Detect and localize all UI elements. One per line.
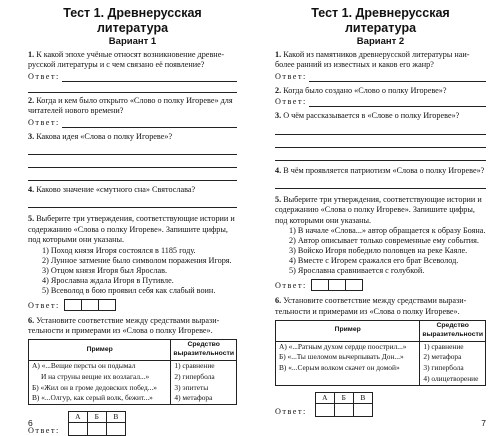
statement: 2) Лунное затмение было символом поражения Игоря. [42, 255, 232, 265]
question-3: 3. О чём рассказывается в «Слове о полку Игореве»? [275, 111, 460, 121]
answer-box[interactable] [64, 299, 82, 311]
statement: 3) Войско Игоря победило половцев на реке Каяле. [289, 246, 468, 256]
answer-grid[interactable]: Ответ: А Б В [275, 392, 486, 417]
answer-line[interactable] [28, 168, 237, 181]
answer-field[interactable]: Ответ: [275, 97, 486, 107]
left-page [0, 0, 247, 436]
answer-line[interactable] [28, 155, 237, 168]
answer-line[interactable] [28, 142, 237, 155]
answer-box[interactable] [81, 299, 99, 311]
page-title: Тест 1. Древнерусская литература [63, 6, 202, 35]
answer-box[interactable] [345, 279, 363, 291]
answer-line[interactable] [28, 82, 237, 93]
answer-field[interactable]: Ответ: [275, 72, 486, 82]
page-title: Тест 1. Древнерусская литература [311, 6, 450, 35]
statement: 4) Вместе с Игорем сражался его брат Всеволод. [289, 256, 459, 266]
answer-box[interactable] [328, 279, 346, 291]
page-number: 7 [481, 418, 486, 428]
statement: 5) Всеволод в бою проявил себя как слабый воин. [42, 285, 216, 295]
question-5: 5. Выберите три утверждения, соответствующие истории и содержанию «Слова о полку Игореве». Запишите цифры, под которыми они указаны. [28, 214, 235, 245]
question-1: 1. К какой эпохе учёные относят возникновение древнерусской литературы и с чем связано её появление? [28, 50, 225, 70]
statement: 5) Ярославна сравнивается с голубкой. [289, 266, 425, 276]
question-5: 5. Выберите три утверждения, соответствующие истории и содержанию «Слова о полку Игореве». Запишите цифры, под которыми они указаны. [275, 195, 482, 225]
answer-line[interactable] [275, 122, 486, 135]
answer-box[interactable] [98, 299, 116, 311]
answer-box[interactable] [311, 279, 329, 291]
matching-table: Пример Средство выразительности А) «...Ратным духом сердце поострил...» 1) сравнение Б) «...Ты шеломом вычерпывать Дон...» 2) метафора В) «...Серым волком скачет он домой» 3) гипербола 4) олицетворение [275, 320, 486, 386]
statement: 3) Отцом князя Игоря был Ярослав. [42, 265, 168, 275]
matching-table: Пример Средство выразительности А) «...Вещие персты он подымал 1) сравнение И на струны вещие их возлагал...» 2) гипербола Б) «Жил он в громе дедовских побед...» 3) эпитеты В) «...Олгур, как серый волк, бежит...» 4) метафора [28, 339, 237, 405]
statement: 1) Поход князя Игоря состоялся в 1185 году. [42, 245, 196, 255]
variant-label: Вариант 1 [108, 36, 157, 47]
statement: 4) Ярославна ждала Игоря в Путивле. [42, 275, 174, 285]
question-6: 6. Установите соответствие между средствами выразительности и примерами из «Слова о полку Игореве». [28, 315, 220, 336]
question-4: 4. Каково значение «смутного сна» Святослава? [28, 185, 196, 195]
statement: 2) Автор описывает только современные ему события. [289, 236, 479, 246]
question-1: 1. Какой из памятников древнерусской литературы наиболее ранний из известных и каков его жанр? [275, 50, 470, 70]
answer-field[interactable]: Ответ: [28, 118, 237, 128]
variant-label: Вариант 2 [356, 36, 405, 47]
answer-line[interactable] [275, 176, 486, 189]
answer-grid[interactable]: Ответ: А Б В [28, 411, 237, 436]
answer-boxes[interactable]: Ответ: [28, 299, 237, 311]
statement: 1) В начале «Слова...» автор обращается к образу Бояна. [289, 226, 486, 236]
page-number: 6 [28, 418, 33, 428]
answer-line[interactable] [275, 135, 486, 148]
right-page [253, 0, 500, 432]
answer-line[interactable] [275, 148, 486, 161]
question-3: 3. Какова идея «Слова о полку Игореве»? [28, 131, 173, 141]
answer-field[interactable]: Ответ: [28, 72, 237, 82]
question-6: 6. Установите соответствие между средствами выразительности и примерами из «Слова о полку Игореве». [275, 296, 467, 316]
answer-line[interactable] [28, 195, 237, 208]
question-2: 2. Когда было создано «Слово о полку Игореве»? [275, 85, 447, 95]
question-2: 2. Когда и кем было открыто «Слово о полку Игореве» для читателей нового времени? [28, 95, 233, 116]
answer-boxes[interactable]: Ответ: [275, 279, 486, 291]
question-4: 4. В чём проявляется патриотизм «Слова о полку Игореве»? [275, 165, 485, 175]
